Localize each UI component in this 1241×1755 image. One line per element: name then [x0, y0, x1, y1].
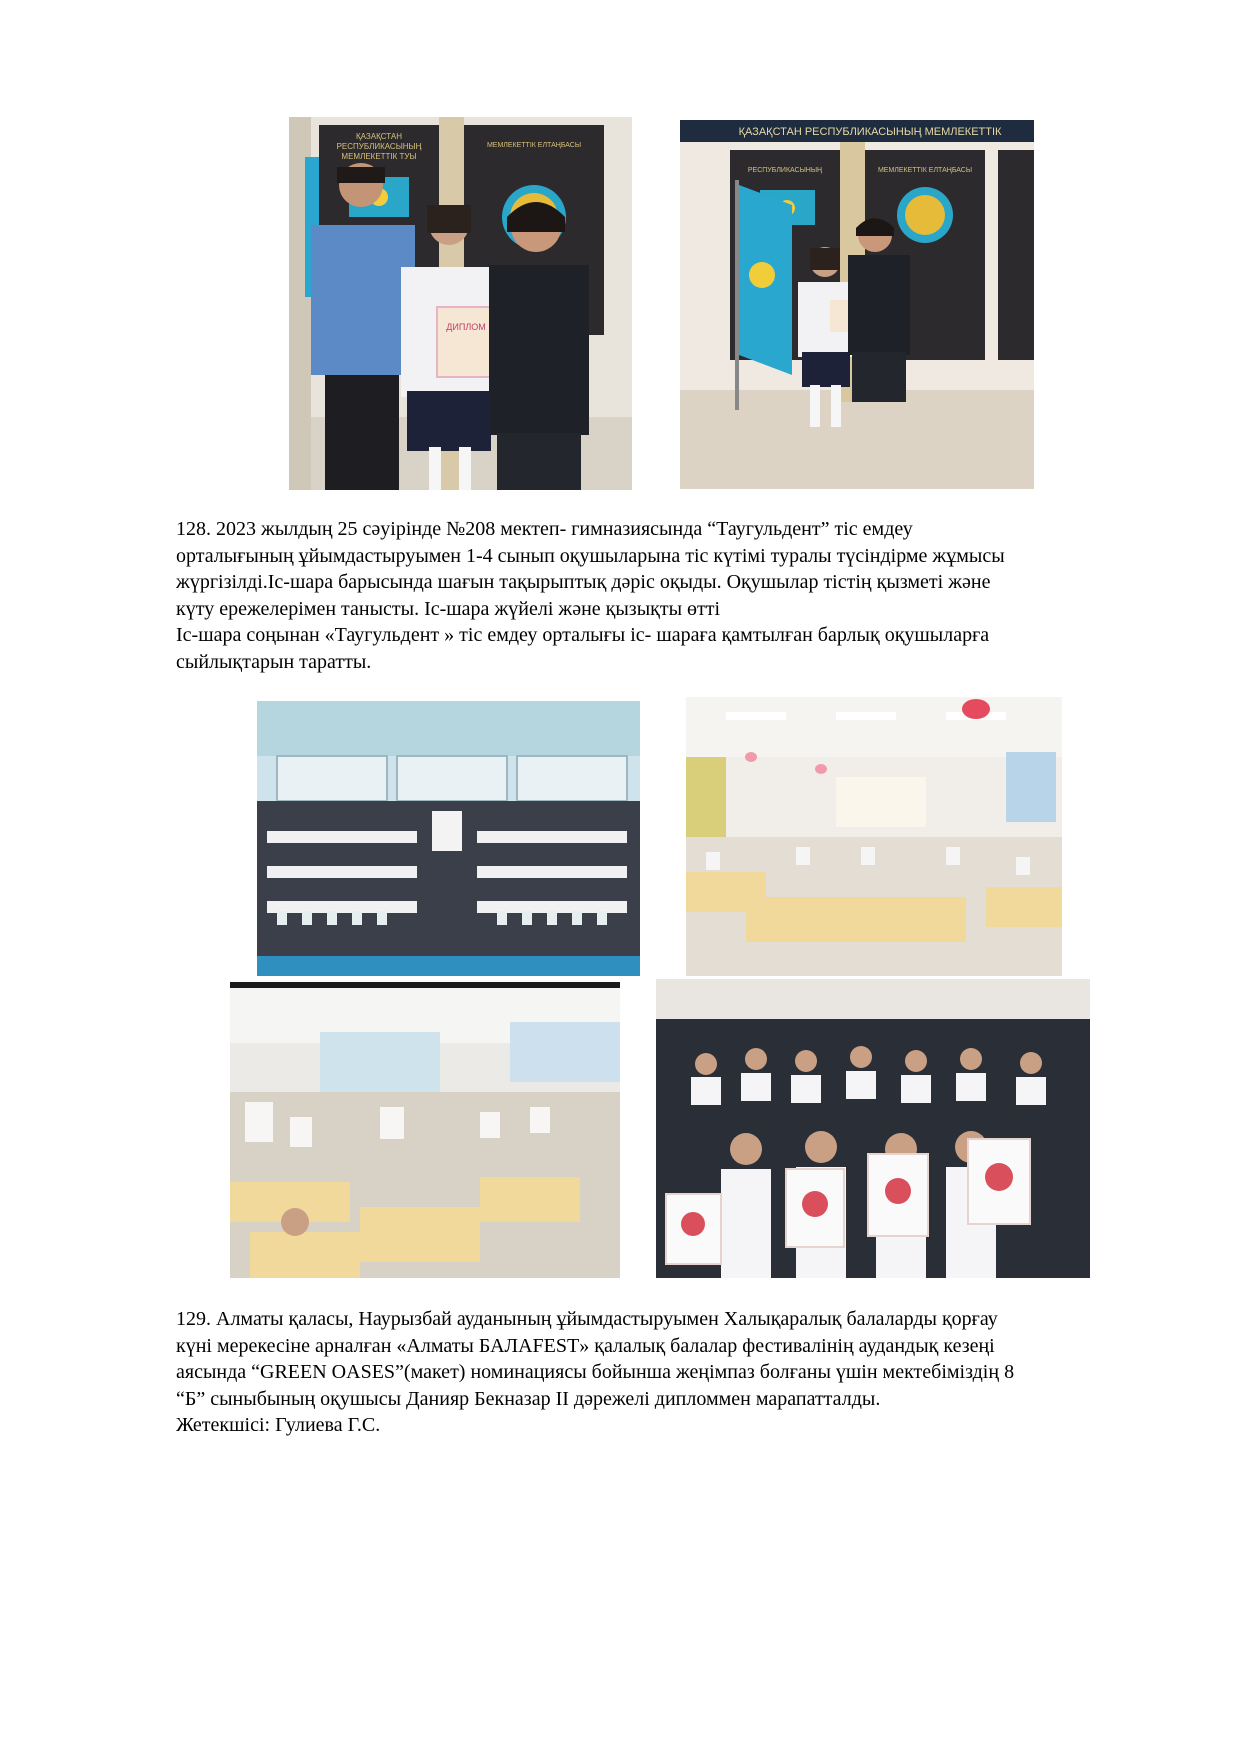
paragraph-line: 129. Алматы қаласы, Наурызбай ауданының ұйымдастыруымен Халықаралық балаларды қорғау	[176, 1308, 998, 1330]
photo-students-holding-bags	[656, 979, 1090, 1278]
photo-group-hall	[257, 701, 640, 976]
paragraph-line: аясында “GREEN OASES”(макет) номинациясы бойынша жеңімпаз болғаны үшін мектебіміздің 8	[176, 1361, 1015, 1383]
paragraph-128	[176, 516, 1156, 675]
paragraph-129	[176, 1306, 1156, 1439]
photo-classroom-raised-bags	[230, 982, 620, 1278]
sign-text-left-2: РЕСПУБЛИКАСЫНЫҢ	[336, 142, 422, 151]
sign-text-2: МЕМЛЕКЕТТІК ЕЛТАҢБАСЫ	[877, 167, 973, 174]
paragraph-line: “Б” сыныбының оқушысы Данияр Бекназар ІІ дәрежелі дипломмен марапатталды.	[176, 1387, 881, 1410]
sign-text-left-1: ҚАЗАҚСТАН	[356, 132, 402, 141]
paragraph-line: 128. 2023 жылдың 25 сәуірінде №208 мектеп- гимназиясында “Таугульдент” тіс емдеу	[176, 518, 913, 540]
diploma-label: ДИПЛОМ	[446, 322, 486, 332]
photo-award-three-people	[289, 117, 632, 490]
paragraph-line: орталығының ұйымдастыруымен 1-4 сынып оқушыларына тіс күтімі туралы түсіндірме жұмысы	[176, 544, 1005, 567]
paragraph-line: Іс-шара соңынан «Таугульдент » тіс емдеу орталығы іс- шараға қамтылған барлық оқушыларға	[176, 624, 990, 646]
paragraph-line: жүргізілді.Іс-шара барысында шағын тақырыптық дәріс оқыды. Оқушылар тістің қызметі және	[176, 571, 991, 593]
paragraph-line: сыйлықтарын таратты.	[176, 650, 372, 673]
sign-text-left-3: МЕМЛЕКЕТТІК ТУЫ	[341, 152, 417, 161]
sign-text-right: МЕМЛЕКЕТТІК ЕЛТАҢБАСЫ	[486, 142, 582, 149]
photo-classroom-balloons	[686, 697, 1062, 976]
paragraph-line: күні мерекесіне арналған «Алматы БАЛАFEST» қалалық балалар фестивалінің аудандық кезеңі	[176, 1334, 995, 1357]
sign-text-1: РЕСПУБЛИКАСЫНЫҢ	[747, 167, 823, 174]
photo-flag-two-people	[680, 120, 1034, 489]
paragraph-line: күту ережелерімен танысты. Іс-шара жүйелі және қызықты өтті	[176, 597, 721, 620]
paragraph-line: Жетекшісі: Гулиева Г.С.	[176, 1414, 381, 1436]
banner-text: ҚАЗАҚСТАН РЕСПУБЛИКАСЫНЫҢ МЕМЛЕКЕТТІК	[738, 126, 1002, 138]
